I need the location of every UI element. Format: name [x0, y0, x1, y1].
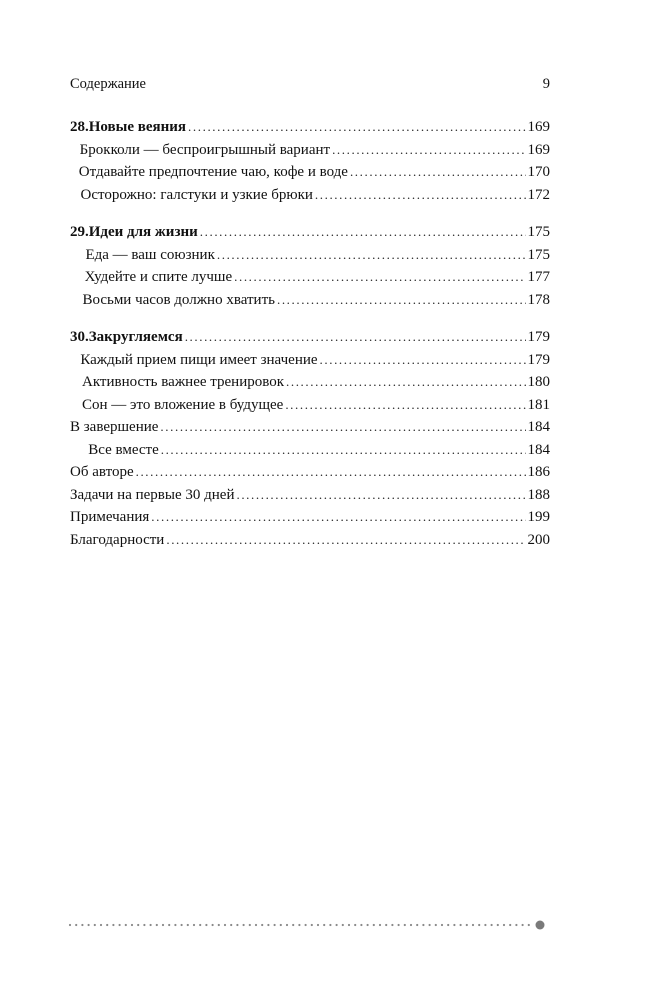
running-head-title: Содержание [70, 76, 146, 92]
footer-dotted-rule [68, 918, 546, 932]
toc-part-conclusion[interactable] [70, 416, 550, 439]
toc-section[interactable] [70, 394, 550, 417]
toc-part-30-day-tasks[interactable] [70, 484, 550, 507]
toc-part-notes[interactable] [70, 506, 550, 529]
chapter-number: 30. [70, 329, 89, 345]
page-ref: 169 [527, 141, 550, 158]
part-title: Об авторе [70, 464, 134, 480]
footer-bullet-icon [536, 921, 545, 930]
page-ref: 180 [527, 374, 550, 390]
dot-leader [320, 349, 526, 372]
section-title: Худейте и спите лучше [84, 269, 233, 285]
page-ref: 186 [527, 464, 550, 480]
section-title: Еда — ваш союзник [85, 246, 215, 263]
dot-leader [234, 266, 525, 289]
page-ref: 178 [527, 291, 550, 308]
page-ref: 177 [527, 269, 550, 285]
toc-section[interactable] [70, 184, 550, 207]
dot-leader [166, 529, 525, 552]
chapter-title: Идеи для жизни [88, 224, 198, 240]
page-ref: 181 [527, 396, 550, 413]
part-title: Задачи на первые 30 дней [70, 486, 235, 503]
dot-leader [185, 326, 526, 349]
toc-section[interactable] [70, 371, 550, 394]
toc-section[interactable] [70, 266, 550, 289]
page-ref: 169 [527, 119, 550, 135]
dot-leader [286, 371, 526, 394]
dot-leader [160, 416, 525, 439]
part-title: Благодарности [70, 531, 165, 548]
page-ref: 199 [527, 509, 550, 525]
part-title: В завершение [70, 419, 159, 435]
page-ref: 184 [527, 441, 550, 458]
chapter-title: Новые веяния [88, 119, 187, 135]
page-ref: 179 [527, 329, 550, 345]
section-title: Осторожно: галстуки и узкие брюки [80, 186, 313, 203]
dot-leader [277, 289, 526, 312]
section-title: Сон — это вложение в будущее [82, 396, 284, 413]
toc-chapter-30[interactable] [70, 326, 550, 349]
dot-leader [161, 439, 526, 462]
dot-leader [236, 484, 525, 507]
toc-part-about-author[interactable] [70, 461, 550, 484]
section-title: Все вместе [88, 441, 159, 458]
toc-section[interactable] [70, 161, 550, 184]
page-ref: 172 [527, 186, 550, 203]
section-title: Каждый прием пищи имеет значение [80, 351, 318, 368]
toc-part-acknowledgements[interactable] [70, 529, 550, 552]
page-ref: 175 [527, 246, 550, 263]
dot-leader [285, 394, 525, 417]
dot-leader [136, 461, 526, 484]
section-title: Брокколи — беспроигрышный вариант [79, 141, 331, 158]
page-ref: 170 [527, 164, 550, 180]
dot-leader [315, 184, 526, 207]
page-number: 9 [542, 76, 550, 92]
toc-chapter-29[interactable] [70, 221, 550, 244]
page-ref: 184 [527, 419, 550, 435]
chapter-title: Закругляемся [88, 329, 183, 345]
toc-section[interactable] [70, 289, 550, 312]
dot-leader [350, 161, 526, 184]
page-ref: 175 [527, 224, 550, 240]
section-title: Активность важнее тренировок [81, 374, 284, 390]
section-title: Восьми часов должно хватить [82, 291, 275, 308]
toc-section[interactable] [70, 244, 550, 267]
page-ref: 200 [527, 531, 550, 548]
chapter-number: 29. [70, 224, 89, 240]
page-ref: 188 [527, 486, 550, 503]
table-of-contents [70, 116, 550, 551]
running-head [70, 76, 550, 93]
page-ref: 179 [527, 351, 550, 368]
toc-section[interactable] [70, 139, 550, 162]
toc-section[interactable] [70, 439, 550, 462]
dot-leader [332, 139, 525, 162]
chapter-number: 28. [70, 119, 89, 135]
toc-chapter-28[interactable] [70, 116, 550, 139]
part-title: Примечания [70, 509, 150, 525]
dot-leader [188, 116, 525, 139]
section-title: Отдавайте предпочтение чаю, кофе и воде [78, 164, 348, 180]
dot-leader [217, 244, 526, 267]
dot-leader [151, 506, 525, 529]
dot-leader [200, 221, 526, 244]
toc-section[interactable] [70, 349, 550, 372]
